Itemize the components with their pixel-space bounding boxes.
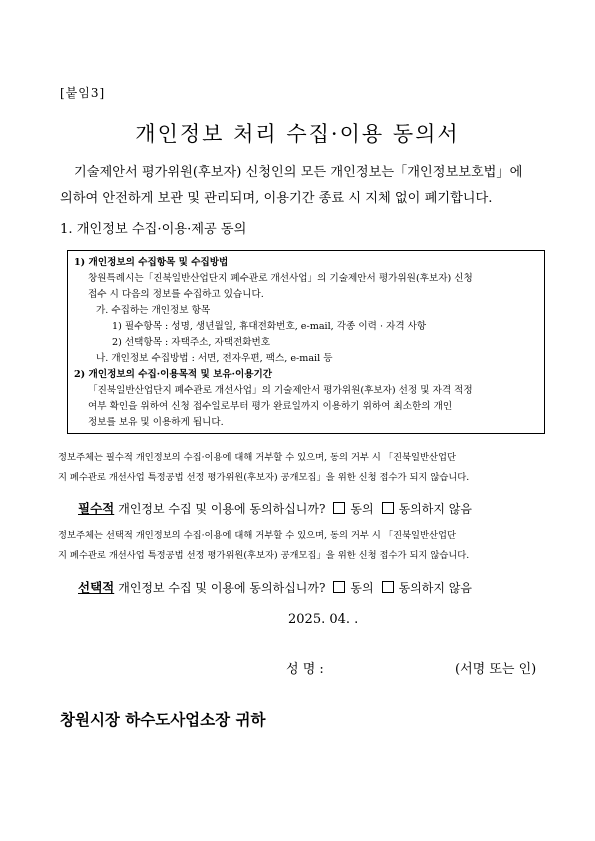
notice-line: 지 폐수관로 개선사업 특정공법 선정 평가위원(후보자) 공개모집」을 위한 신청 접수가 되지 않습니다. <box>58 550 470 561</box>
disagree-label: 동의하지 않음 <box>398 580 472 595</box>
consent-optional-label: 선택적 <box>78 580 115 595</box>
box-text: 「진북일반산업단지 폐수관로 개선사업」의 기술제안서 평가위원(후보자) 선정 및 자격 적정 <box>88 385 473 396</box>
intro-line: 기술제안서 평가위원(후보자) 신청인의 모든 개인정보는「개인정보보호법」에 <box>74 165 523 180</box>
box-heading: 1) 개인정보의 수집항목 및 수집방법 <box>74 257 229 268</box>
box-text: 접수 시 다음의 정보를 수집하고 있습니다. <box>88 289 264 300</box>
privacy-info-box <box>67 250 545 434</box>
consent-required-label: 필수적 <box>78 501 115 516</box>
disagree-checkbox[interactable] <box>382 581 394 593</box>
intro-paragraph <box>60 160 550 212</box>
notice-line: 정보주체는 필수적 개인정보의 수집·이용에 대해 거부할 수 있으며, 동의 거부 시 「진북일반산업단 <box>58 452 456 463</box>
section-title: 1. 개인정보 수집·이용·제공 동의 <box>60 222 247 237</box>
notice-line: 정보주체는 선택적 개인정보의 수집·이용에 대해 거부할 수 있으며, 동의 거부 시 「진북일반산업단 <box>58 530 456 541</box>
box-text: 창원특례시는「진북일반산업단지 폐수관로 개선사업」의 기술제안서 평가위원(후보자) 신청 <box>88 273 473 284</box>
consent-optional-row <box>78 578 472 596</box>
signature-note: (서명 또는 인) <box>455 662 537 677</box>
consent-question: 개인정보 수집 및 이용에 동의하십니까? <box>118 580 326 595</box>
notice-line: 지 폐수관로 개선사업 특정공법 선정 평가위원(후보자) 공개모집」을 위한 신청 접수가 되지 않습니다. <box>58 472 470 483</box>
disagree-label: 동의하지 않음 <box>398 501 472 516</box>
date-field: 2025. 04. . <box>288 612 359 627</box>
consent-question: 개인정보 수집 및 이용에 동의하십니까? <box>118 501 326 516</box>
addressee: 창원시장 하수도사업소장 귀하 <box>60 711 266 729</box>
notice-required <box>58 448 548 488</box>
agree-checkbox[interactable] <box>333 502 345 514</box>
document-title: 개인정보 처리 수집·이용 동의서 <box>135 122 460 146</box>
box-heading: 2) 개인정보의 수집·이용목적 및 보유·이용기간 <box>74 369 273 380</box>
notice-optional <box>58 526 548 566</box>
consent-required-row <box>78 499 472 517</box>
agree-checkbox[interactable] <box>333 581 345 593</box>
box-text: 여부 확인을 위하여 신청 접수일로부터 평가 완료일까지 이용하기 위하여 최소한의 개인 <box>88 401 453 412</box>
box-text: 가. 수집하는 개인정보 항목 <box>96 305 211 316</box>
disagree-checkbox[interactable] <box>382 502 394 514</box>
attachment-label: [붙임3] <box>60 86 106 100</box>
box-text: 정보를 보유 및 이용하게 됩니다. <box>88 417 224 428</box>
signature-name-label: 성 명 : <box>286 662 324 677</box>
box-text: 1) 필수항목 : 성명, 생년월일, 휴대전화번호, e-mail, 각종 이력 · 자격 사항 <box>112 321 427 332</box>
agree-label: 동의 <box>350 580 374 595</box>
box-text: 나. 개인정보 수집방법 : 서면, 전자우편, 팩스, e-mail 등 <box>96 353 333 364</box>
box-text: 2) 선택항목 : 자택주소, 자택전화번호 <box>112 337 271 348</box>
agree-label: 동의 <box>350 501 374 516</box>
intro-line: 의하여 안전하게 보관 및 관리되며, 이용기간 종료 시 지체 없이 폐기합니다. <box>60 191 493 206</box>
